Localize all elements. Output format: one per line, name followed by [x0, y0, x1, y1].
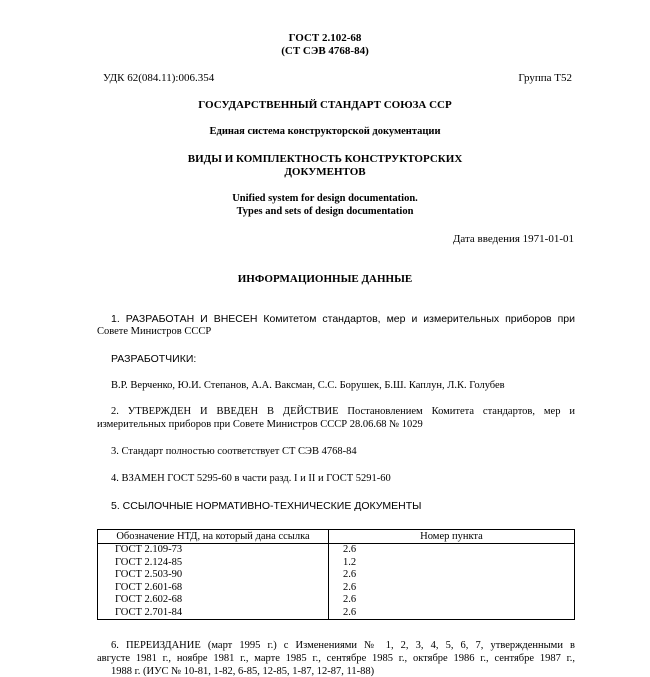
item-2-text: 2. УТВЕРЖДЕН И ВВЕДЕН В ДЕЙСТВИЕ Постановлением Комитета стандартов, мер и [111, 406, 575, 417]
reference-docs-table [97, 529, 575, 620]
table-cell-clause: 2.6 [329, 607, 575, 620]
table-header-row [98, 530, 575, 544]
table-cell-designation: ГОСТ 2.124-85 [98, 557, 329, 570]
state-standard-title: ГОСУДАРСТВЕННЫЙ СТАНДАРТ СОЮЗА ССР [198, 99, 452, 111]
english-title-line2: Types and sets of design documentation [236, 206, 414, 217]
table-cell-designation: ГОСТ 2.109-73 [98, 544, 329, 557]
table-cell-clause: 2.6 [329, 544, 575, 557]
table-cell-clause: 1.2 [329, 557, 575, 570]
st-sev-number: (СТ СЭВ 4768-84) [281, 45, 369, 57]
table-cell-designation: ГОСТ 2.701-84 [98, 607, 329, 620]
item-6-text-2: августе 1981 г., ноябре 1981 г., марте 1985 г., сентябре 1985 г., октябре 1986 г., сентябре 1987 г., [97, 653, 575, 664]
udk-code: УДК 62(084.11):006.354 [103, 72, 215, 84]
table-cell-designation: ГОСТ 2.601-68 [98, 582, 329, 595]
table-header-clause: Номер пункта [329, 530, 575, 544]
system-title: Единая система конструкторской документации [209, 126, 441, 137]
gost-number: ГОСТ 2.102-68 [288, 32, 362, 44]
developers-label: РАЗРАБОТЧИКИ: [111, 353, 197, 365]
document-title-line2: ДОКУМЕНТОВ [284, 166, 366, 178]
item-3: 3. Стандарт полностью соответствует СТ СЭВ 4768-84 [111, 446, 357, 457]
item-5-heading: 5. ССЫЛОЧНЫЕ НОРМАТИВНО-ТЕХНИЧЕСКИЕ ДОКУМЕНТЫ [111, 500, 422, 512]
item-2-line1 [111, 406, 575, 417]
table-cell-clause: 2.6 [329, 582, 575, 595]
table-row [98, 594, 575, 607]
item-1-line1 [111, 313, 575, 325]
table-row [98, 582, 575, 595]
item-6-text: 6. ПЕРЕИЗДАНИЕ (март 1995 г.) с Изменениями № 1, 2, 3, 4, 5, 6, 7, утвержденными в [111, 640, 575, 651]
table-header-designation: Обозначение НТД, на который дана ссылка [98, 530, 329, 544]
developers-list: В.Р. Верченко, Ю.И. Степанов, А.А. Ваксман, С.С. Борушек, Б.Ш. Каплун, Л.К. Голубев [111, 380, 505, 391]
item-6-line3: 1988 г. (ИУС № 10-81, 1-82, 6-85, 12-85, 1-87, 12-87, 11-88) [111, 666, 375, 677]
item-4: 4. ВЗАМЕН ГОСТ 5295-60 в части разд. I и II и ГОСТ 5291-60 [111, 473, 391, 484]
info-heading: ИНФОРМАЦИОННЫЕ ДАННЫЕ [237, 273, 413, 285]
item-2-line2: измерительных приборов при Совете Министров СССР 28.06.68 № 1029 [97, 419, 423, 430]
table-cell-designation: ГОСТ 2.503-90 [98, 569, 329, 582]
item-6-line2 [97, 653, 575, 664]
table-row [98, 569, 575, 582]
item-1-text: 1. РАЗРАБОТАН И ВНЕСЕН Комитетом стандартов, мер и измерительных приборов при [111, 313, 575, 325]
intro-date: Дата введения 1971-01-01 [452, 233, 574, 245]
document-title-line1: ВИДЫ И КОМПЛЕКТНОСТЬ КОНСТРУКТОРСКИХ [187, 153, 463, 165]
item-1-line2: Совете Министров СССР [97, 326, 212, 337]
english-title-line1: Unified system for design documentation. [232, 193, 418, 204]
group-code: Группа Т52 [518, 72, 572, 84]
table-cell-clause: 2.6 [329, 594, 575, 607]
table-row [98, 557, 575, 570]
table-row [98, 607, 575, 620]
item-6-line1 [111, 640, 575, 651]
table-cell-designation: ГОСТ 2.602-68 [98, 594, 329, 607]
table-row [98, 544, 575, 557]
table-cell-clause: 2.6 [329, 569, 575, 582]
